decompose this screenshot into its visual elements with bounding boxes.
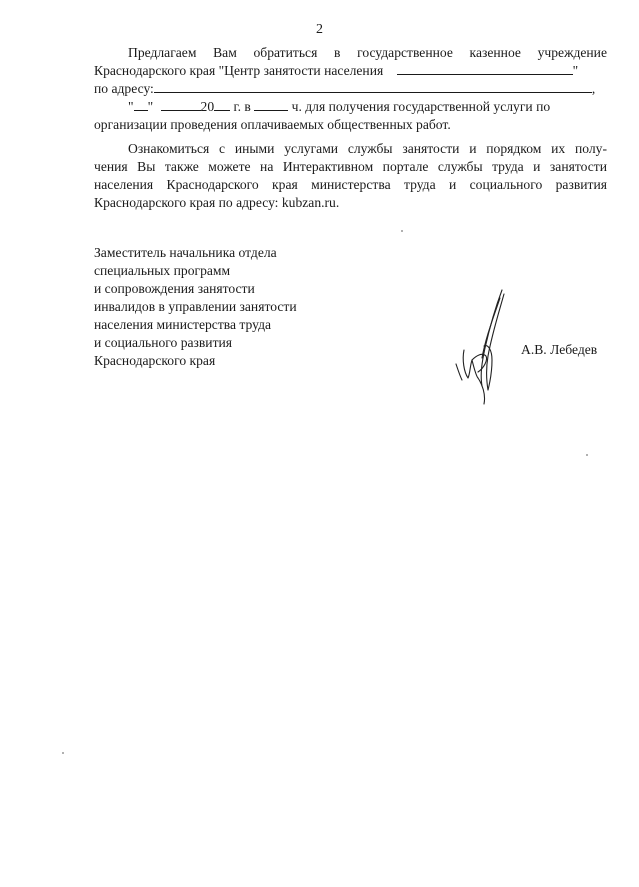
- year-blank: [214, 98, 230, 111]
- paragraph2-line4: Краснодарского края по адресу: kubzan.ru.: [94, 195, 340, 210]
- position-line: населения министерства труда: [94, 317, 272, 332]
- paragraph1-line2: [94, 62, 607, 80]
- scan-speck: [586, 454, 588, 456]
- paragraph2-line1: Ознакомиться с иными услугами службы занятости и порядком их полу-: [128, 141, 607, 156]
- paragraph1-line1: Предлагаем Вам обратиться в государственное казенное учреждение: [128, 45, 607, 60]
- address-blank: [154, 80, 592, 93]
- day-blank: [134, 98, 148, 111]
- position-line: и социального развития: [94, 335, 233, 350]
- day-quote-open: ": [128, 99, 134, 114]
- scan-speck: [62, 752, 64, 754]
- time-blank: [254, 98, 288, 111]
- day-quote-close: ": [147, 99, 154, 114]
- signatory-position: [94, 244, 297, 370]
- address-label: по адресу:: [94, 81, 154, 96]
- paragraph1-line5: организации проведения оплачиваемых общественных работ.: [94, 117, 451, 132]
- center-name-blank: [397, 62, 573, 75]
- page-number: 2: [316, 22, 323, 37]
- closing-quote: ": [572, 63, 579, 78]
- paragraph1-line3: [94, 80, 607, 98]
- month-blank: [161, 98, 201, 111]
- service-text: ч. для получения государственной услуги по: [291, 99, 551, 114]
- paragraph1-line4: [128, 98, 607, 116]
- handwritten-signature: [452, 286, 514, 406]
- position-line: Краснодарского края: [94, 353, 216, 368]
- position-line: инвалидов в управлении занятости: [94, 299, 297, 314]
- center-name-prefix: Краснодарского края "Центр занятости населения: [94, 63, 384, 78]
- paragraph2-line2: чения Вы также можете на Интерактивном портале службы труда и занятости: [94, 159, 607, 174]
- position-line: специальных программ: [94, 263, 231, 278]
- scan-speck: [401, 230, 403, 232]
- signer-name: А.В. Лебедев: [521, 342, 598, 357]
- address-comma: ,: [591, 81, 596, 96]
- year-prefix: 20: [200, 99, 215, 114]
- year-suffix: г. в: [233, 99, 251, 114]
- position-line: Заместитель начальника отдела: [94, 245, 277, 260]
- position-line: и сопровождения занятости: [94, 281, 255, 296]
- paragraph2-line3: населения Краснодарского края министерства труда и социального развития: [94, 177, 607, 192]
